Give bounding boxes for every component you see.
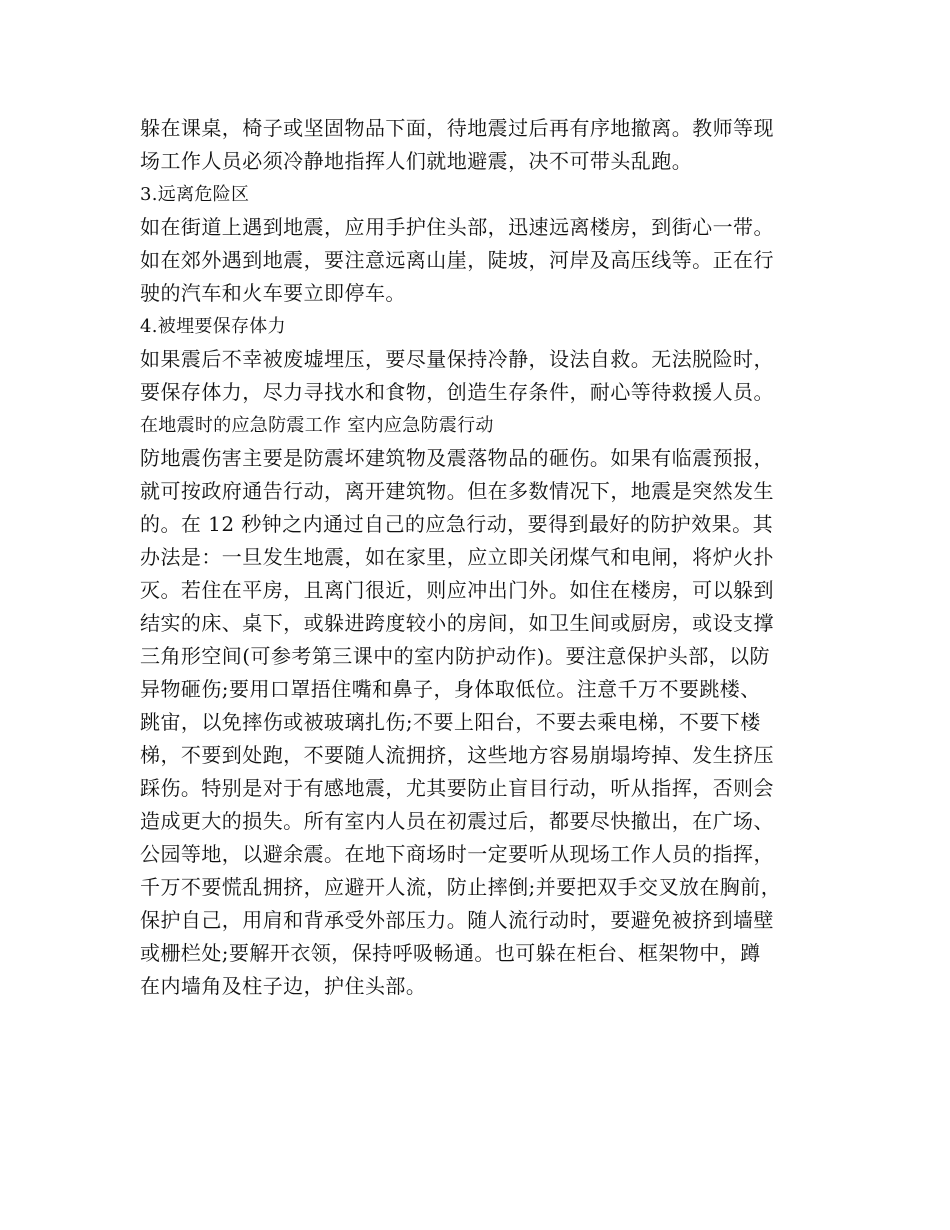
text-line: 要保存体力，尽力寻找水和食物，创造生存条件，耐心等待救援人员。 [140,380,774,404]
section-heading: 4.被埋要保存体力 [140,316,286,337]
section-heading: 3.远离危险区 [140,184,250,205]
text-line: 异物砸伤;要用口罩捂住嘴和鼻子，身体取低位。注意千万不要跳楼、 [140,677,761,701]
text-line: 结实的床、桌下，或躲进跨度较小的房间，如卫生间或厨房，或设支撑 [140,611,774,635]
text-line: 梯，不要到处跑，不要随人流拥挤，这些地方容易崩塌垮掉、发生挤压 [140,743,774,767]
text-line: 公园等地，以避余震。在地下商场时一定要听从现场工作人员的指挥， [140,842,774,866]
text-line: 灭。若住在平房，且离门很近，则应冲出门外。如住在楼房，可以躲到 [140,578,774,602]
text-line: 就可按政府通告行动，离开建筑物。但在多数情况下，地震是突然发生 [140,479,774,503]
text-line: 或栅栏处;要解开衣领，保持呼吸畅通。也可躲在柜台、框架物中，蹲 [140,941,761,965]
text-line: 三角形空间(可参考第三课中的室内防护动作)。要注意保护头部，以防 [140,644,771,668]
text-line: 造成更大的损失。所有室内人员在初震过后，都要尽快撤出，在广场、 [140,809,774,833]
text-line: 驶的汽车和火车要立即停车。 [140,281,406,305]
text-line: 躲在课桌，椅子或坚固物品下面，待地震过后再有序地撤离。教师等现 [140,116,774,140]
text-line: 防地震伤害主要是防震坏建筑物及震落物品的砸伤。如果有临震预报， [140,446,774,470]
text-line: 的。在 12 秒钟之内通过自己的应急行动，要得到最好的防护效果。其 [140,512,774,536]
text-line: 如在郊外遇到地震，要注意远离山崖，陡坡，河岸及高压线等。正在行 [140,248,774,272]
text-line: 如果震后不幸被废墟埋压，要尽量保持冷静，设法自救。无法脱险时， [140,347,774,371]
text-line: 如在街道上遇到地震，应用手护住头部，迅速远离楼房，到街心一带。 [140,215,774,239]
text-line: 场工作人员必须冷静地指挥人们就地避震，决不可带头乱跑。 [140,149,693,173]
text-line: 踩伤。特别是对于有感地震，尤其要防止盲目行动，听从指挥，否则会 [140,776,774,800]
section-heading: 在地震时的应急防震工作 室内应急防震行动 [140,415,494,436]
text-line: 在内墙角及柱子边，护住头部。 [140,974,427,998]
document-page [140,112,825,1003]
text-line: 跳宙，以免摔伤或被玻璃扎伤;不要上阳台，不要去乘电梯，不要下楼 [140,710,761,734]
text-line: 千万不要慌乱拥挤，应避开人流，防止摔倒;并要把双手交叉放在胸前， [140,875,782,899]
text-line: 办法是：一旦发生地震，如在家里，应立即关闭煤气和电闸，将炉火扑 [140,545,774,569]
text-line: 保护自己，用肩和背承受外部压力。随人流行动时，要避免被挤到墙壁 [140,908,774,932]
